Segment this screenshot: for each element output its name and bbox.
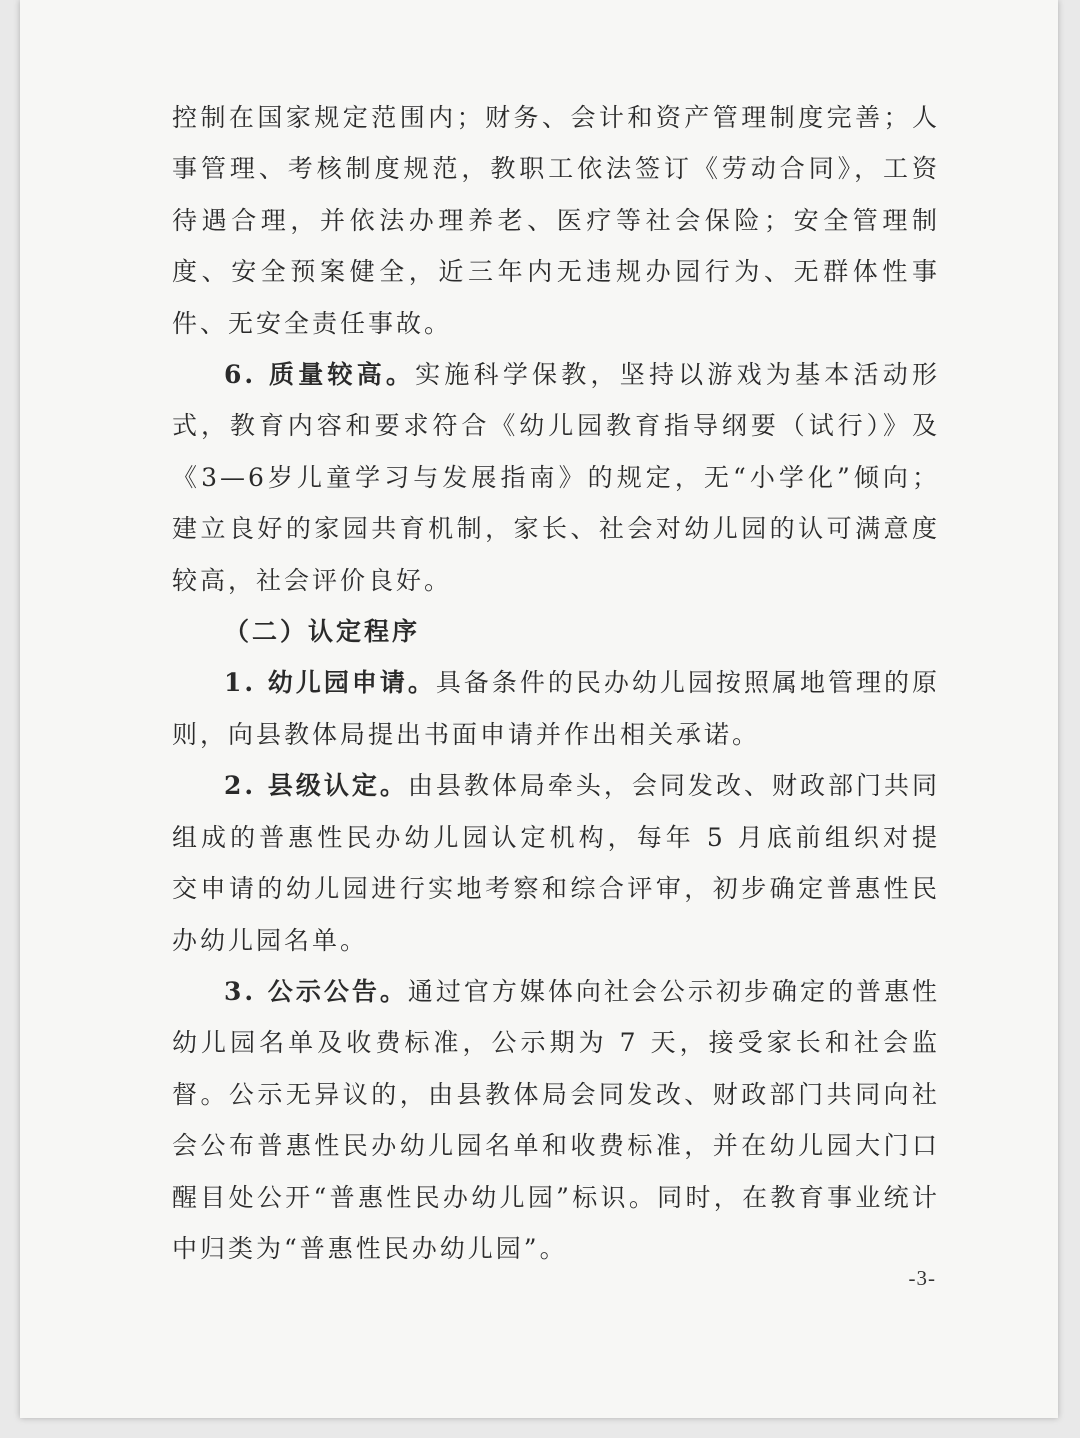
paragraph-quality xyxy=(172,349,940,606)
paragraph-text: 控制在国家规定范围内；财务、会计和资产管理制度完善；人事管理、考核制度规范，教职工依法签订《劳动合同》，工资待遇合理，并依法办理养老、医疗等社会保险；安全管理制度、安全预案健全，近三年内无违规办园行为、无群体性事件、无安全责任事故。 xyxy=(172,103,940,338)
paragraph-public-notice xyxy=(172,966,940,1274)
document-page xyxy=(20,0,1058,1418)
paragraph-lead: 3. 公示公告。 xyxy=(224,976,408,1006)
paragraph-text: 实施科学保教，坚持以游戏为基本活动形式，教育内容和要求符合《幼儿园教育指导纲要（试行）》及《3—6岁儿童学习与发展指南》的规定，无“小学化”倾向；建立良好的家园共育机制，家长、社会对幼儿园的认可满意度较高，社会评价良好。 xyxy=(172,360,940,595)
paragraph-lead: 2. 县级认定。 xyxy=(224,771,408,801)
paragraph-continuation xyxy=(172,92,940,349)
document-body xyxy=(172,92,940,1274)
paragraph-text: 由县教体局牵头，会同发改、财政部门共同组成的普惠性民办幼儿园认定机构，每年 5 月底前组织对提交申请的幼儿园进行实地考察和综合评审，初步确定普惠性民办幼儿园名单。 xyxy=(172,771,940,955)
paragraph-text: 通过官方媒体向社会公示初步确定的普惠性幼儿园名单及收费标准，公示期为 7 天，接受家长和社会监督。公示无异议的，由县教体局会同发改、财政部门共同向社会公布普惠性民办幼儿园名单和收费标准，并在幼儿园大门口醒目处公开“普惠性民办幼儿园”标识。同时，在教育事业统计中归类为“普惠性民办幼儿园”。 xyxy=(172,976,940,1263)
paragraph-application xyxy=(172,657,940,760)
paragraph-lead: 1. 幼儿园申请。 xyxy=(224,668,436,698)
page-number: -3- xyxy=(908,1266,936,1290)
paragraph-text: 具备条件的民办幼儿园按照属地管理的原则，向县教体局提出书面申请并作出相关承诺。 xyxy=(172,668,940,749)
paragraph-lead: 6. 质量较高。 xyxy=(224,360,416,390)
section-heading xyxy=(172,606,940,657)
section-heading-text: （二）认定程序 xyxy=(224,617,421,647)
paragraph-county-approval xyxy=(172,760,940,966)
